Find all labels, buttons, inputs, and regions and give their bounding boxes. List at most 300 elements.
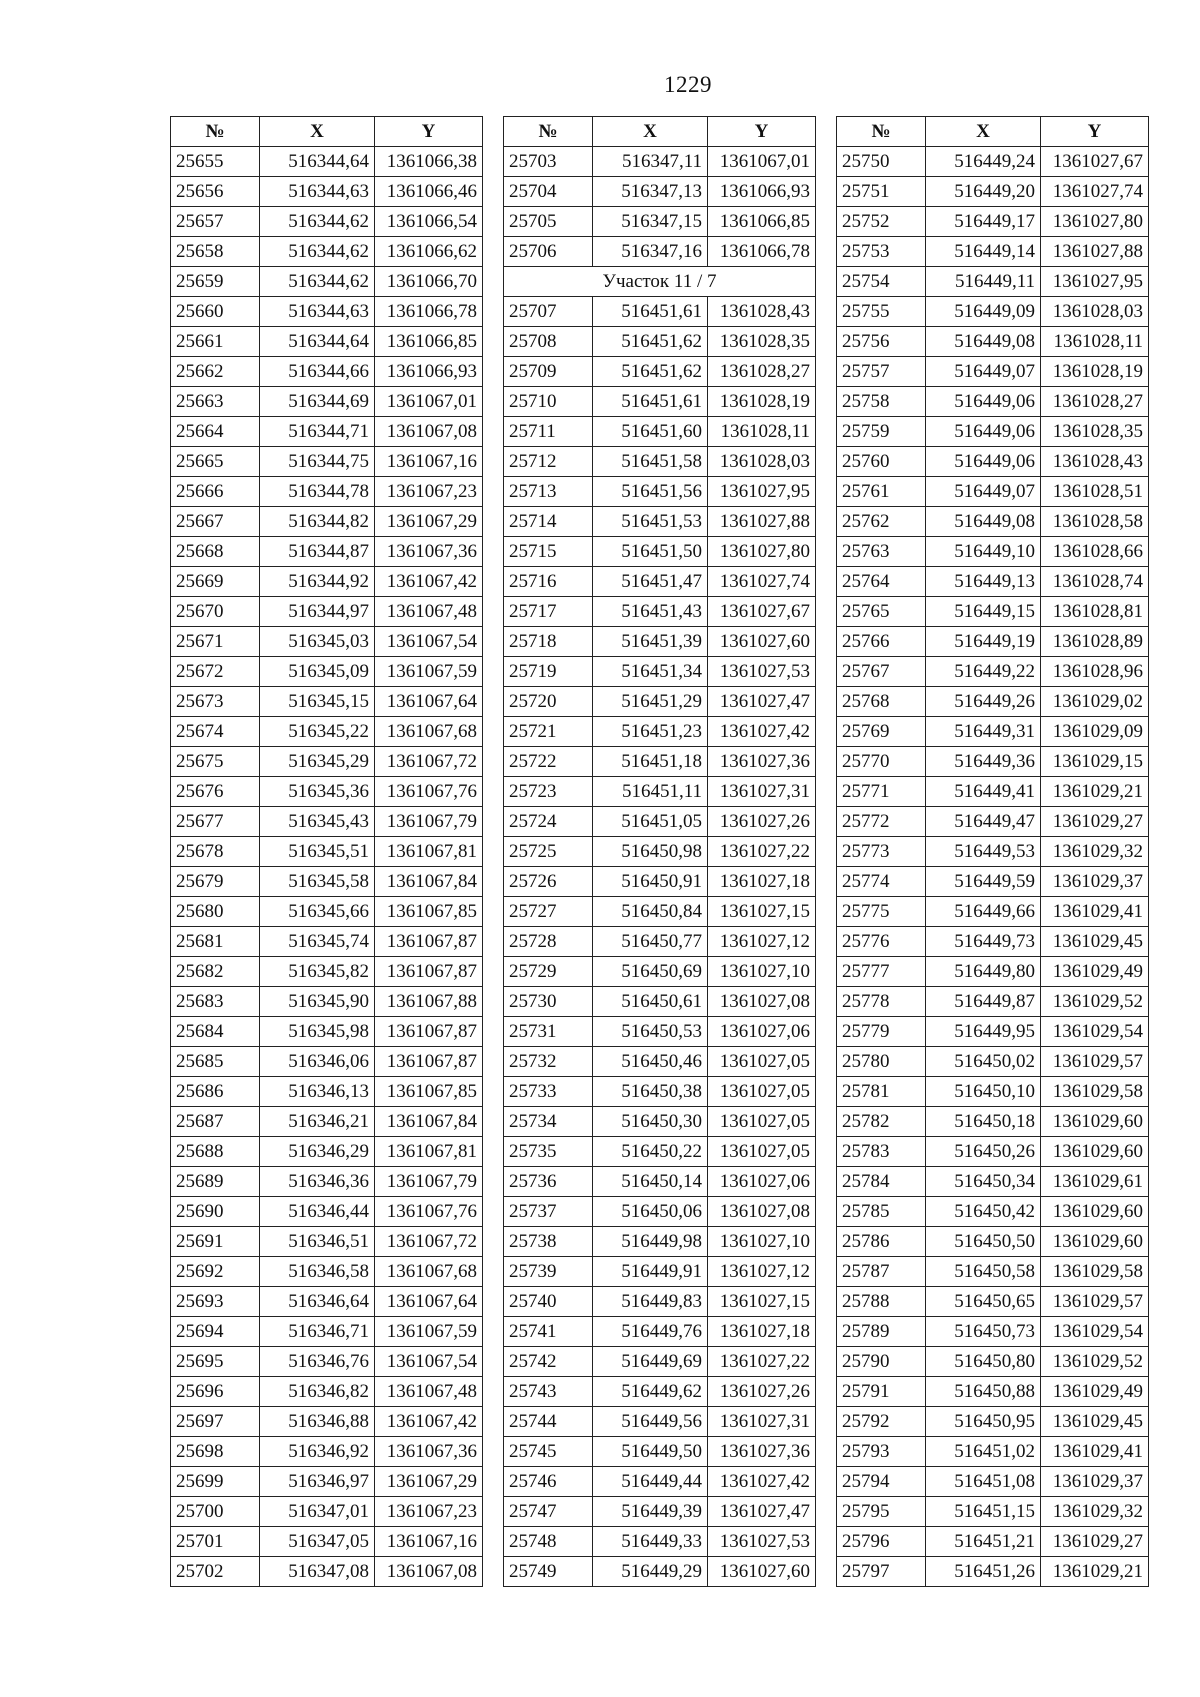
y-coordinate-cell: 1361027,06: [708, 1167, 816, 1197]
y-coordinate-cell: 1361067,72: [375, 1227, 483, 1257]
x-coordinate-cell: 516344,62: [260, 237, 375, 267]
point-number-cell: 25754: [837, 267, 926, 297]
table-row: [837, 657, 1149, 687]
point-number-cell: 25749: [504, 1557, 593, 1587]
point-number-cell: 25795: [837, 1497, 926, 1527]
table-row: [504, 387, 816, 417]
y-coordinate-cell: 1361027,53: [708, 657, 816, 687]
table-row: [504, 1227, 816, 1257]
x-coordinate-cell: 516449,26: [926, 687, 1041, 717]
table-row: [837, 897, 1149, 927]
table-row: [171, 1167, 483, 1197]
point-number-cell: 25677: [171, 807, 260, 837]
table-row: [504, 1317, 816, 1347]
x-coordinate-cell: 516450,10: [926, 1077, 1041, 1107]
point-number-cell: 25685: [171, 1047, 260, 1077]
point-number-cell: 25740: [504, 1287, 593, 1317]
x-coordinate-cell: 516449,07: [926, 357, 1041, 387]
point-number-cell: 25659: [171, 267, 260, 297]
y-coordinate-cell: 1361067,64: [375, 687, 483, 717]
y-coordinate-cell: 1361027,31: [708, 1407, 816, 1437]
point-number-cell: 25779: [837, 1017, 926, 1047]
point-number-cell: 25735: [504, 1137, 593, 1167]
x-coordinate-cell: 516449,11: [926, 267, 1041, 297]
column-header-x: X: [260, 117, 375, 147]
y-coordinate-cell: 1361027,74: [1041, 177, 1149, 207]
y-coordinate-cell: 1361067,87: [375, 1047, 483, 1077]
table-row: [171, 147, 483, 177]
point-number-cell: 25655: [171, 147, 260, 177]
x-coordinate-cell: 516449,31: [926, 717, 1041, 747]
y-coordinate-cell: 1361027,67: [708, 597, 816, 627]
x-coordinate-cell: 516346,21: [260, 1107, 375, 1137]
point-number-cell: 25668: [171, 537, 260, 567]
point-number-cell: 25712: [504, 447, 593, 477]
point-number-cell: 25767: [837, 657, 926, 687]
point-number-cell: 25667: [171, 507, 260, 537]
table-row: [504, 897, 816, 927]
table-row: [504, 1257, 816, 1287]
table-row: [504, 867, 816, 897]
point-number-cell: 25764: [837, 567, 926, 597]
y-coordinate-cell: 1361028,51: [1041, 477, 1149, 507]
point-number-cell: 25758: [837, 387, 926, 417]
y-coordinate-cell: 1361029,45: [1041, 1407, 1149, 1437]
point-number-cell: 25773: [837, 837, 926, 867]
x-coordinate-cell: 516450,22: [593, 1137, 708, 1167]
point-number-cell: 25791: [837, 1377, 926, 1407]
table-row: [171, 1497, 483, 1527]
point-number-cell: 25771: [837, 777, 926, 807]
y-coordinate-cell: 1361066,38: [375, 147, 483, 177]
y-coordinate-cell: 1361067,76: [375, 777, 483, 807]
table-row: [504, 1197, 816, 1227]
x-coordinate-cell: 516450,42: [926, 1197, 1041, 1227]
table-row: [171, 1047, 483, 1077]
x-coordinate-cell: 516451,56: [593, 477, 708, 507]
coordinate-table-3: [836, 116, 1149, 1587]
x-coordinate-cell: 516347,15: [593, 207, 708, 237]
x-coordinate-cell: 516344,64: [260, 327, 375, 357]
table-row: [171, 267, 483, 297]
x-coordinate-cell: 516449,06: [926, 417, 1041, 447]
point-number-cell: 25788: [837, 1287, 926, 1317]
y-coordinate-cell: 1361029,41: [1041, 897, 1149, 927]
table-row: [171, 1557, 483, 1587]
table-row: [171, 1437, 483, 1467]
y-coordinate-cell: 1361029,52: [1041, 987, 1149, 1017]
point-number-cell: 25757: [837, 357, 926, 387]
table-row: [504, 687, 816, 717]
table-row: [837, 1497, 1149, 1527]
point-number-cell: 25727: [504, 897, 593, 927]
y-coordinate-cell: 1361027,36: [708, 1437, 816, 1467]
x-coordinate-cell: 516345,58: [260, 867, 375, 897]
point-number-cell: 25682: [171, 957, 260, 987]
table-row: [171, 867, 483, 897]
y-coordinate-cell: 1361029,41: [1041, 1437, 1149, 1467]
x-coordinate-cell: 516451,47: [593, 567, 708, 597]
point-number-cell: 25696: [171, 1377, 260, 1407]
point-number-cell: 25729: [504, 957, 593, 987]
point-number-cell: 25664: [171, 417, 260, 447]
table-row: [504, 627, 816, 657]
table-row: [837, 327, 1149, 357]
x-coordinate-cell: 516449,13: [926, 567, 1041, 597]
table-row: [171, 717, 483, 747]
x-coordinate-cell: 516451,11: [593, 777, 708, 807]
table-row: [171, 1227, 483, 1257]
point-number-cell: 25732: [504, 1047, 593, 1077]
table-row: [171, 297, 483, 327]
point-number-cell: 25736: [504, 1167, 593, 1197]
x-coordinate-cell: 516346,36: [260, 1167, 375, 1197]
page-number: 1229: [664, 72, 712, 97]
table-row: [171, 687, 483, 717]
x-coordinate-cell: 516345,98: [260, 1017, 375, 1047]
point-number-cell: 25765: [837, 597, 926, 627]
x-coordinate-cell: 516450,77: [593, 927, 708, 957]
column-header-number: №: [837, 117, 926, 147]
table-row: [837, 927, 1149, 957]
point-number-cell: 25676: [171, 777, 260, 807]
table-row: [837, 627, 1149, 657]
table-row: [171, 177, 483, 207]
point-number-cell: 25688: [171, 1137, 260, 1167]
y-coordinate-cell: 1361027,15: [708, 1287, 816, 1317]
y-coordinate-cell: 1361027,10: [708, 1227, 816, 1257]
x-coordinate-cell: 516449,66: [926, 897, 1041, 927]
table-row: [504, 597, 816, 627]
x-coordinate-cell: 516450,61: [593, 987, 708, 1017]
y-coordinate-cell: 1361066,93: [708, 177, 816, 207]
point-number-cell: 25750: [837, 147, 926, 177]
table-row: [837, 1257, 1149, 1287]
point-number-cell: 25684: [171, 1017, 260, 1047]
table-row: [837, 687, 1149, 717]
x-coordinate-cell: 516450,38: [593, 1077, 708, 1107]
table-row: [504, 657, 816, 687]
y-coordinate-cell: 1361028,96: [1041, 657, 1149, 687]
y-coordinate-cell: 1361027,60: [708, 1557, 816, 1587]
table-row: [171, 1347, 483, 1377]
point-number-cell: 25716: [504, 567, 593, 597]
table-row: [837, 1017, 1149, 1047]
section-label: Участок 11 / 7: [504, 267, 816, 297]
y-coordinate-cell: 1361027,67: [1041, 147, 1149, 177]
x-coordinate-cell: 516346,71: [260, 1317, 375, 1347]
y-coordinate-cell: 1361027,08: [708, 1197, 816, 1227]
y-coordinate-cell: 1361067,87: [375, 957, 483, 987]
x-coordinate-cell: 516449,36: [926, 747, 1041, 777]
x-coordinate-cell: 516449,06: [926, 387, 1041, 417]
y-coordinate-cell: 1361028,11: [708, 417, 816, 447]
point-number-cell: 25660: [171, 297, 260, 327]
x-coordinate-cell: 516449,08: [926, 507, 1041, 537]
x-coordinate-cell: 516347,01: [260, 1497, 375, 1527]
x-coordinate-cell: 516449,76: [593, 1317, 708, 1347]
point-number-cell: 25670: [171, 597, 260, 627]
table-row: [171, 387, 483, 417]
y-coordinate-cell: 1361066,85: [375, 327, 483, 357]
x-coordinate-cell: 516344,69: [260, 387, 375, 417]
x-coordinate-cell: 516450,02: [926, 1047, 1041, 1077]
y-coordinate-cell: 1361067,29: [375, 1467, 483, 1497]
y-coordinate-cell: 1361028,27: [708, 357, 816, 387]
point-number-cell: 25733: [504, 1077, 593, 1107]
table-row: [171, 207, 483, 237]
table-row: [837, 987, 1149, 1017]
table-row: [171, 477, 483, 507]
table-row: [171, 357, 483, 387]
table-row: [504, 1047, 816, 1077]
y-coordinate-cell: 1361067,29: [375, 507, 483, 537]
y-coordinate-cell: 1361067,64: [375, 1287, 483, 1317]
y-coordinate-cell: 1361066,78: [708, 237, 816, 267]
x-coordinate-cell: 516345,43: [260, 807, 375, 837]
point-number-cell: 25687: [171, 1107, 260, 1137]
x-coordinate-cell: 516449,24: [926, 147, 1041, 177]
y-coordinate-cell: 1361027,18: [708, 1317, 816, 1347]
table-row: [837, 1557, 1149, 1587]
table-row: [504, 177, 816, 207]
point-number-cell: 25739: [504, 1257, 593, 1287]
point-number-cell: 25752: [837, 207, 926, 237]
table-row: [171, 1287, 483, 1317]
column-header-y: Y: [375, 117, 483, 147]
y-coordinate-cell: 1361067,08: [375, 1557, 483, 1587]
y-coordinate-cell: 1361027,88: [708, 507, 816, 537]
y-coordinate-cell: 1361029,60: [1041, 1197, 1149, 1227]
x-coordinate-cell: 516344,71: [260, 417, 375, 447]
point-number-cell: 25730: [504, 987, 593, 1017]
y-coordinate-cell: 1361028,03: [1041, 297, 1149, 327]
point-number-cell: 25706: [504, 237, 593, 267]
point-number-cell: 25785: [837, 1197, 926, 1227]
y-coordinate-cell: 1361027,05: [708, 1107, 816, 1137]
table-row: [837, 387, 1149, 417]
point-number-cell: 25751: [837, 177, 926, 207]
x-coordinate-cell: 516451,61: [593, 297, 708, 327]
y-coordinate-cell: 1361067,81: [375, 837, 483, 867]
point-number-cell: 25701: [171, 1527, 260, 1557]
y-coordinate-cell: 1361067,16: [375, 447, 483, 477]
y-coordinate-cell: 1361027,60: [708, 627, 816, 657]
column-header-number: №: [171, 117, 260, 147]
table-header-row: [837, 117, 1149, 147]
x-coordinate-cell: 516345,03: [260, 627, 375, 657]
y-coordinate-cell: 1361027,95: [708, 477, 816, 507]
table-row: [504, 447, 816, 477]
point-number-cell: 25753: [837, 237, 926, 267]
x-coordinate-cell: 516346,97: [260, 1467, 375, 1497]
point-number-cell: 25774: [837, 867, 926, 897]
x-coordinate-cell: 516345,22: [260, 717, 375, 747]
x-coordinate-cell: 516449,19: [926, 627, 1041, 657]
point-number-cell: 25718: [504, 627, 593, 657]
point-number-cell: 25713: [504, 477, 593, 507]
point-number-cell: 25714: [504, 507, 593, 537]
point-number-cell: 25768: [837, 687, 926, 717]
point-number-cell: 25666: [171, 477, 260, 507]
table-row: [171, 567, 483, 597]
x-coordinate-cell: 516347,13: [593, 177, 708, 207]
point-number-cell: 25693: [171, 1287, 260, 1317]
table-row: [504, 507, 816, 537]
x-coordinate-cell: 516451,02: [926, 1437, 1041, 1467]
point-number-cell: 25786: [837, 1227, 926, 1257]
point-number-cell: 25724: [504, 807, 593, 837]
x-coordinate-cell: 516344,64: [260, 147, 375, 177]
table-row: [171, 1077, 483, 1107]
y-coordinate-cell: 1361029,54: [1041, 1017, 1149, 1047]
y-coordinate-cell: 1361028,89: [1041, 627, 1149, 657]
table-row: [837, 1107, 1149, 1137]
y-coordinate-cell: 1361027,47: [708, 1497, 816, 1527]
y-coordinate-cell: 1361067,36: [375, 1437, 483, 1467]
x-coordinate-cell: 516451,62: [593, 327, 708, 357]
point-number-cell: 25686: [171, 1077, 260, 1107]
point-number-cell: 25663: [171, 387, 260, 417]
point-number-cell: 25748: [504, 1527, 593, 1557]
x-coordinate-cell: 516449,10: [926, 537, 1041, 567]
point-number-cell: 25708: [504, 327, 593, 357]
section-row: [504, 267, 816, 297]
y-coordinate-cell: 1361067,01: [375, 387, 483, 417]
x-coordinate-cell: 516345,36: [260, 777, 375, 807]
x-coordinate-cell: 516451,18: [593, 747, 708, 777]
table-row: [504, 717, 816, 747]
point-number-cell: 25692: [171, 1257, 260, 1287]
point-number-cell: 25797: [837, 1557, 926, 1587]
point-number-cell: 25738: [504, 1227, 593, 1257]
x-coordinate-cell: 516449,56: [593, 1407, 708, 1437]
y-coordinate-cell: 1361028,81: [1041, 597, 1149, 627]
point-number-cell: 25669: [171, 567, 260, 597]
y-coordinate-cell: 1361029,49: [1041, 957, 1149, 987]
table-header-row: [504, 117, 816, 147]
x-coordinate-cell: 516450,06: [593, 1197, 708, 1227]
point-number-cell: 25661: [171, 327, 260, 357]
table-row: [837, 957, 1149, 987]
x-coordinate-cell: 516449,29: [593, 1557, 708, 1587]
x-coordinate-cell: 516344,78: [260, 477, 375, 507]
x-coordinate-cell: 516450,95: [926, 1407, 1041, 1437]
x-coordinate-cell: 516450,80: [926, 1347, 1041, 1377]
table-row: [504, 957, 816, 987]
y-coordinate-cell: 1361027,10: [708, 957, 816, 987]
point-number-cell: 25679: [171, 867, 260, 897]
x-coordinate-cell: 516347,11: [593, 147, 708, 177]
y-coordinate-cell: 1361029,57: [1041, 1047, 1149, 1077]
point-number-cell: 25781: [837, 1077, 926, 1107]
y-coordinate-cell: 1361027,26: [708, 1377, 816, 1407]
y-coordinate-cell: 1361067,76: [375, 1197, 483, 1227]
x-coordinate-cell: 516346,64: [260, 1287, 375, 1317]
point-number-cell: 25689: [171, 1167, 260, 1197]
point-number-cell: 25723: [504, 777, 593, 807]
x-coordinate-cell: 516450,30: [593, 1107, 708, 1137]
table-row: [504, 537, 816, 567]
x-coordinate-cell: 516346,51: [260, 1227, 375, 1257]
table-row: [171, 657, 483, 687]
point-number-cell: 25772: [837, 807, 926, 837]
point-number-cell: 25691: [171, 1227, 260, 1257]
y-coordinate-cell: 1361028,27: [1041, 387, 1149, 417]
y-coordinate-cell: 1361027,53: [708, 1527, 816, 1557]
x-coordinate-cell: 516346,76: [260, 1347, 375, 1377]
x-coordinate-cell: 516450,46: [593, 1047, 708, 1077]
table-row: [837, 1317, 1149, 1347]
table-row: [504, 837, 816, 867]
y-coordinate-cell: 1361067,84: [375, 1107, 483, 1137]
point-number-cell: 25673: [171, 687, 260, 717]
point-number-cell: 25657: [171, 207, 260, 237]
table-row: [837, 237, 1149, 267]
point-number-cell: 25778: [837, 987, 926, 1017]
table-row: [171, 1467, 483, 1497]
x-coordinate-cell: 516346,58: [260, 1257, 375, 1287]
point-number-cell: 25728: [504, 927, 593, 957]
point-number-cell: 25671: [171, 627, 260, 657]
y-coordinate-cell: 1361027,05: [708, 1077, 816, 1107]
y-coordinate-cell: 1361067,88: [375, 987, 483, 1017]
x-coordinate-cell: 516344,97: [260, 597, 375, 627]
point-number-cell: 25784: [837, 1167, 926, 1197]
y-coordinate-cell: 1361066,70: [375, 267, 483, 297]
table-row: [171, 327, 483, 357]
x-coordinate-cell: 516450,98: [593, 837, 708, 867]
y-coordinate-cell: 1361067,85: [375, 897, 483, 927]
column-header-number: №: [504, 117, 593, 147]
table-row: [837, 1077, 1149, 1107]
table-row: [504, 1017, 816, 1047]
y-coordinate-cell: 1361067,68: [375, 717, 483, 747]
x-coordinate-cell: 516449,98: [593, 1227, 708, 1257]
table-row: [837, 1167, 1149, 1197]
y-coordinate-cell: 1361029,58: [1041, 1257, 1149, 1287]
table-row: [837, 837, 1149, 867]
y-coordinate-cell: 1361027,22: [708, 837, 816, 867]
x-coordinate-cell: 516451,39: [593, 627, 708, 657]
x-coordinate-cell: 516347,16: [593, 237, 708, 267]
point-number-cell: 25794: [837, 1467, 926, 1497]
table-row: [837, 1227, 1149, 1257]
y-coordinate-cell: 1361067,08: [375, 417, 483, 447]
x-coordinate-cell: 516345,90: [260, 987, 375, 1017]
x-coordinate-cell: 516451,08: [926, 1467, 1041, 1497]
point-number-cell: 25680: [171, 897, 260, 927]
x-coordinate-cell: 516346,13: [260, 1077, 375, 1107]
x-coordinate-cell: 516451,53: [593, 507, 708, 537]
y-coordinate-cell: 1361066,85: [708, 207, 816, 237]
table-row: [504, 1077, 816, 1107]
y-coordinate-cell: 1361029,60: [1041, 1137, 1149, 1167]
table-row: [504, 297, 816, 327]
y-coordinate-cell: 1361027,47: [708, 687, 816, 717]
table-row: [837, 1287, 1149, 1317]
table-row: [504, 1107, 816, 1137]
y-coordinate-cell: 1361028,35: [1041, 417, 1149, 447]
y-coordinate-cell: 1361027,42: [708, 717, 816, 747]
y-coordinate-cell: 1361029,37: [1041, 867, 1149, 897]
y-coordinate-cell: 1361027,05: [708, 1137, 816, 1167]
table-row: [837, 567, 1149, 597]
table-row: [837, 1197, 1149, 1227]
x-coordinate-cell: 516347,05: [260, 1527, 375, 1557]
point-number-cell: 25741: [504, 1317, 593, 1347]
table-row: [504, 1407, 816, 1437]
